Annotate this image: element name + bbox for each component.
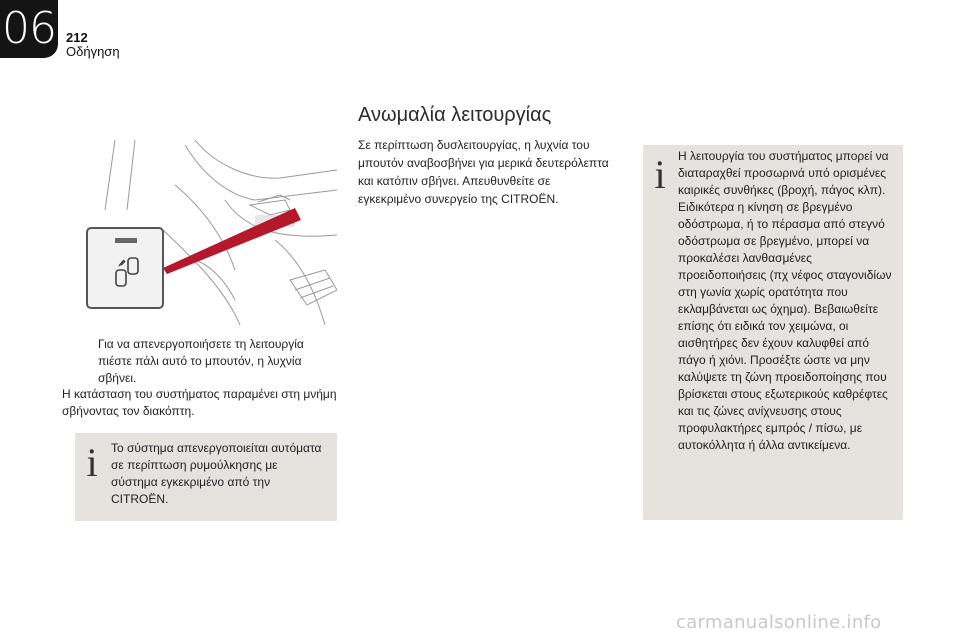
info-icon: i <box>654 152 666 197</box>
section-heading: Ανωμαλία λειτουργίας <box>358 104 552 126</box>
bullet-text: Για να απενεργοποιήσετε τη λειτουργία πιέστε πάλι αυτό το μπουτόν, η λυχνία σβήνει. <box>98 337 304 385</box>
chapter-title: Οδήγηση <box>66 44 120 59</box>
info-note-text: Το σύστημα απενεργοποιείται αυτόματα σε περίπτωση ρυμούλκησης με σύστημα εγκεκριμένο από την CITROËN. <box>111 441 322 506</box>
dashboard-button-illustration <box>75 140 337 325</box>
section-body: Σε περίπτωση δυσλειτουργίας, η λυχνία του μπουτόν αναβοσβήνει για μερικά δευτερόλεπτα και κατόπιν σβήνει. Απευθυνθείτε σε εγκεκριμένο συνεργείο της CITROËN. <box>358 138 609 206</box>
memory-paragraph: Η κατάσταση του συστήματος παραμένει στη μνήμη σβήνοντας τον διακόπτη. <box>62 387 337 418</box>
watermark: carmanualsonline.info <box>676 612 882 633</box>
bullet-marker <box>78 336 98 387</box>
info-note-towing <box>75 433 337 521</box>
chapter-number-tab: 06 <box>0 0 58 58</box>
bullet-item <box>78 336 336 387</box>
page-number: 212 <box>66 30 88 45</box>
info-note-text: Η λειτουργία του συστήματος μπορεί να διαταραχθεί προσωρινά υπό ορισμένες καιρικές συνθήκες (βροχή, πάγος κλπ). Ειδικότερα η κίνηση σε βρεγμένο οδόστρωμα, ή το πέρασμα από στεγνό οδόστρωμα σε βρεγμένο, μπορεί να προκαλέσει λανθασμένες προειδοποιήσεις (πχ νέφος σταγονιδίων στη γωνία χωρίς ορατότητα που εκλαμβάνεται ως όχημα). Βεβαιωθείτε επίσης ότι ειδικά τον χειμώνα, οι αισθητήρες δεν έχουν καλυφθεί από πάγο ή χιόνι. Προσέξτε ώστε να μην καλύψετε τη ζώνη προειδοποίησης που βρίσκεται στους εξωτερικούς καθρέφτες και τις ζώνες ανίχνευσης στους προφυλακτήρες εμπρός / πίσω, με αυτοκόλλητα ή άλλα αντικείμενα. <box>678 149 892 452</box>
info-note-weather <box>643 145 903 520</box>
info-icon: i <box>86 440 98 485</box>
